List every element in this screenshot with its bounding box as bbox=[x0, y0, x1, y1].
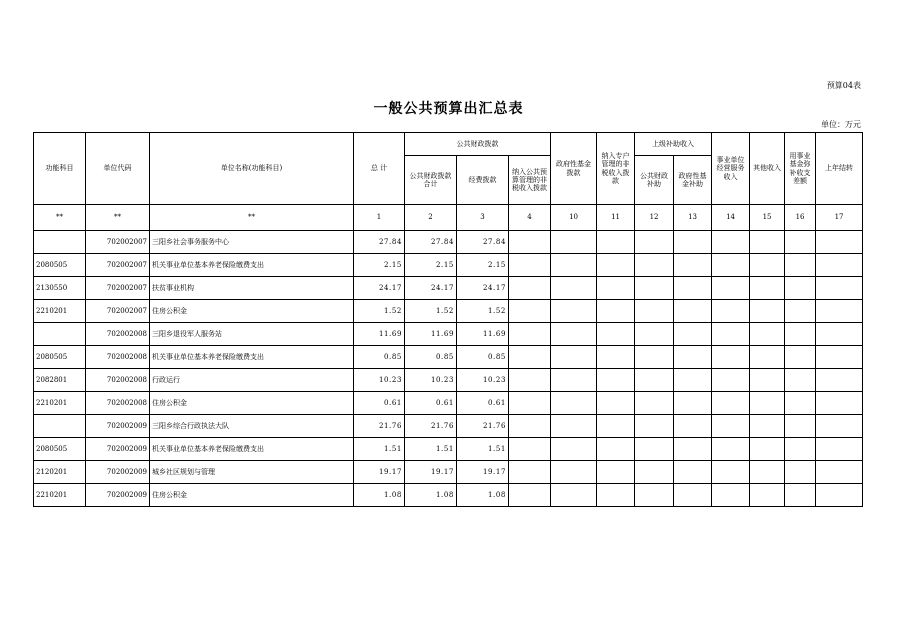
public-finance-subtotal-cell: 27.84 bbox=[405, 231, 457, 254]
budget-summary-table bbox=[33, 132, 863, 507]
header-prior-year: 上年结转 bbox=[816, 133, 863, 205]
unit-code-cell: 702002009 bbox=[86, 484, 150, 507]
operating-income-cell bbox=[712, 300, 750, 323]
header-func-subject: 功能科目 bbox=[34, 133, 86, 205]
gov-fund-subsidy-cell bbox=[674, 484, 712, 507]
header-unit-name: 单位名称(功能科目) bbox=[150, 133, 354, 205]
fund-offset-cell bbox=[785, 346, 816, 369]
unit-name-cell: 机关事业单位基本养老保险缴费支出 bbox=[150, 346, 354, 369]
gov-fund-cell bbox=[551, 438, 597, 461]
gov-fund-cell bbox=[551, 484, 597, 507]
header-public-finance-subsidy: 公共财政补助 bbox=[635, 156, 674, 205]
special-account-cell bbox=[597, 277, 635, 300]
operating-income-cell bbox=[712, 484, 750, 507]
table-row bbox=[34, 300, 863, 323]
unit-name-cell: 扶贫事业机构 bbox=[150, 277, 354, 300]
public-finance-subtotal-cell: 0.61 bbox=[405, 392, 457, 415]
prior-year-cell bbox=[816, 438, 863, 461]
gov-fund-subsidy-cell bbox=[674, 369, 712, 392]
public-finance-subsidy-cell bbox=[635, 461, 674, 484]
budget-managed-cell bbox=[509, 231, 551, 254]
operating-income-cell bbox=[712, 415, 750, 438]
gov-fund-cell bbox=[551, 277, 597, 300]
prior-year-cell bbox=[816, 300, 863, 323]
unit-code-cell: 702002008 bbox=[86, 392, 150, 415]
index-cell: 1 bbox=[354, 205, 405, 231]
public-finance-subtotal-cell: 19.17 bbox=[405, 461, 457, 484]
fund-offset-cell bbox=[785, 461, 816, 484]
unit-code-cell: 702002007 bbox=[86, 254, 150, 277]
operating-income-cell bbox=[712, 323, 750, 346]
fund-offset-cell bbox=[785, 415, 816, 438]
total-cell: 0.61 bbox=[354, 392, 405, 415]
index-cell: 16 bbox=[785, 205, 816, 231]
other-income-cell bbox=[750, 392, 785, 415]
operating-income-cell bbox=[712, 369, 750, 392]
special-account-cell bbox=[597, 438, 635, 461]
table-row bbox=[34, 277, 863, 300]
gov-fund-subsidy-cell bbox=[674, 415, 712, 438]
public-finance-subsidy-cell bbox=[635, 323, 674, 346]
funding-cell: 1.52 bbox=[457, 300, 509, 323]
table-row bbox=[34, 484, 863, 507]
index-cell: 12 bbox=[635, 205, 674, 231]
funding-cell: 1.51 bbox=[457, 438, 509, 461]
public-finance-subsidy-cell bbox=[635, 392, 674, 415]
table-row bbox=[34, 369, 863, 392]
total-cell: 21.76 bbox=[354, 415, 405, 438]
special-account-cell bbox=[597, 346, 635, 369]
prior-year-cell bbox=[816, 484, 863, 507]
index-cell: 15 bbox=[750, 205, 785, 231]
index-cell: 14 bbox=[712, 205, 750, 231]
func-code-cell: 2080505 bbox=[34, 346, 86, 369]
prior-year-cell bbox=[816, 369, 863, 392]
header-total: 总 计 bbox=[354, 133, 405, 205]
public-finance-subsidy-cell bbox=[635, 231, 674, 254]
header-operating-income: 事业单位经营服务收入 bbox=[712, 133, 750, 205]
total-cell: 10.23 bbox=[354, 369, 405, 392]
header-fund-offset: 用事业基金弥补收支差额 bbox=[785, 133, 816, 205]
unit-code-cell: 702002009 bbox=[86, 415, 150, 438]
unit-code-cell: 702002009 bbox=[86, 438, 150, 461]
header-public-finance: 公共财政拨款 bbox=[405, 133, 551, 156]
special-account-cell bbox=[597, 254, 635, 277]
special-account-cell bbox=[597, 484, 635, 507]
gov-fund-subsidy-cell bbox=[674, 277, 712, 300]
gov-fund-cell bbox=[551, 323, 597, 346]
total-cell: 1.08 bbox=[354, 484, 405, 507]
form-number: 预算04表 bbox=[826, 81, 861, 90]
fund-offset-cell bbox=[785, 484, 816, 507]
funding-cell: 24.17 bbox=[457, 277, 509, 300]
unit-code-cell: 702002008 bbox=[86, 323, 150, 346]
func-code-cell: 2080505 bbox=[34, 438, 86, 461]
unit-name-cell: 三阳乡社会事务服务中心 bbox=[150, 231, 354, 254]
index-cell: 2 bbox=[405, 205, 457, 231]
public-finance-subtotal-cell: 0.85 bbox=[405, 346, 457, 369]
index-cell: 13 bbox=[674, 205, 712, 231]
index-cell: 11 bbox=[597, 205, 635, 231]
unit-name-cell: 行政运行 bbox=[150, 369, 354, 392]
funding-cell: 21.76 bbox=[457, 415, 509, 438]
header-gov-fund-subsidy: 政府性基金补助 bbox=[674, 156, 712, 205]
func-code-cell: 2080505 bbox=[34, 254, 86, 277]
operating-income-cell bbox=[712, 438, 750, 461]
func-code-cell bbox=[34, 231, 86, 254]
gov-fund-cell bbox=[551, 369, 597, 392]
header-special-account: 纳入专户管理的非税收入拨款 bbox=[597, 133, 635, 205]
prior-year-cell bbox=[816, 461, 863, 484]
fund-offset-cell bbox=[785, 438, 816, 461]
other-income-cell bbox=[750, 461, 785, 484]
operating-income-cell bbox=[712, 231, 750, 254]
operating-income-cell bbox=[712, 346, 750, 369]
public-finance-subtotal-cell: 1.51 bbox=[405, 438, 457, 461]
other-income-cell bbox=[750, 415, 785, 438]
gov-fund-cell bbox=[551, 346, 597, 369]
budget-managed-cell bbox=[509, 392, 551, 415]
fund-offset-cell bbox=[785, 392, 816, 415]
index-cell: ** bbox=[86, 205, 150, 231]
header-gov-fund: 政府性基金拨款 bbox=[551, 133, 597, 205]
budget-managed-cell bbox=[509, 254, 551, 277]
gov-fund-subsidy-cell bbox=[674, 438, 712, 461]
gov-fund-cell bbox=[551, 415, 597, 438]
header-budget-managed: 纳入公共预算管理的非税收入拨款 bbox=[509, 156, 551, 205]
index-cell: ** bbox=[150, 205, 354, 231]
table-row bbox=[34, 415, 863, 438]
gov-fund-subsidy-cell bbox=[674, 254, 712, 277]
unit-code-cell: 702002007 bbox=[86, 300, 150, 323]
budget-managed-cell bbox=[509, 277, 551, 300]
budget-managed-cell bbox=[509, 369, 551, 392]
gov-fund-subsidy-cell bbox=[674, 346, 712, 369]
funding-cell: 11.69 bbox=[457, 323, 509, 346]
header-row-1 bbox=[34, 133, 863, 156]
funding-cell: 1.08 bbox=[457, 484, 509, 507]
other-income-cell bbox=[750, 231, 785, 254]
fund-offset-cell bbox=[785, 254, 816, 277]
public-finance-subsidy-cell bbox=[635, 254, 674, 277]
header-public-finance-subtotal: 公共财政拨款合计 bbox=[405, 156, 457, 205]
special-account-cell bbox=[597, 300, 635, 323]
funding-cell: 27.84 bbox=[457, 231, 509, 254]
gov-fund-subsidy-cell bbox=[674, 461, 712, 484]
total-cell: 24.17 bbox=[354, 277, 405, 300]
public-finance-subsidy-cell bbox=[635, 438, 674, 461]
unit-name-cell: 三阳乡退役军人服务站 bbox=[150, 323, 354, 346]
fund-offset-cell bbox=[785, 300, 816, 323]
func-code-cell: 2210201 bbox=[34, 484, 86, 507]
table-row bbox=[34, 392, 863, 415]
fund-offset-cell bbox=[785, 323, 816, 346]
unit-code-cell: 702002007 bbox=[86, 231, 150, 254]
special-account-cell bbox=[597, 461, 635, 484]
gov-fund-subsidy-cell bbox=[674, 231, 712, 254]
gov-fund-cell bbox=[551, 231, 597, 254]
header-funding: 经费拨款 bbox=[457, 156, 509, 205]
func-code-cell: 2120201 bbox=[34, 461, 86, 484]
public-finance-subtotal-cell: 1.52 bbox=[405, 300, 457, 323]
public-finance-subsidy-cell bbox=[635, 277, 674, 300]
funding-cell: 0.85 bbox=[457, 346, 509, 369]
unit-code-cell: 702002009 bbox=[86, 461, 150, 484]
gov-fund-cell bbox=[551, 461, 597, 484]
budget-managed-cell bbox=[509, 438, 551, 461]
other-income-cell bbox=[750, 438, 785, 461]
header-superior-subsidy: 上级补助收入 bbox=[635, 133, 712, 156]
funding-cell: 2.15 bbox=[457, 254, 509, 277]
budget-managed-cell bbox=[509, 323, 551, 346]
table-body bbox=[34, 231, 863, 507]
func-code-cell: 2210201 bbox=[34, 300, 86, 323]
func-code-cell bbox=[34, 323, 86, 346]
public-finance-subtotal-cell: 2.15 bbox=[405, 254, 457, 277]
total-cell: 2.15 bbox=[354, 254, 405, 277]
public-finance-subtotal-cell: 10.23 bbox=[405, 369, 457, 392]
gov-fund-subsidy-cell bbox=[674, 300, 712, 323]
public-finance-subtotal-cell: 1.08 bbox=[405, 484, 457, 507]
funding-cell: 0.61 bbox=[457, 392, 509, 415]
unit-name-cell: 三阳乡综合行政执法大队 bbox=[150, 415, 354, 438]
prior-year-cell bbox=[816, 277, 863, 300]
gov-fund-cell bbox=[551, 392, 597, 415]
unit-name-cell: 住房公积金 bbox=[150, 392, 354, 415]
public-finance-subsidy-cell bbox=[635, 346, 674, 369]
prior-year-cell bbox=[816, 323, 863, 346]
table-row bbox=[34, 231, 863, 254]
operating-income-cell bbox=[712, 254, 750, 277]
unit-code-cell: 702002008 bbox=[86, 369, 150, 392]
header-other-income: 其他收入 bbox=[750, 133, 785, 205]
gov-fund-subsidy-cell bbox=[674, 392, 712, 415]
public-finance-subsidy-cell bbox=[635, 300, 674, 323]
public-finance-subsidy-cell bbox=[635, 369, 674, 392]
index-cell: 4 bbox=[509, 205, 551, 231]
prior-year-cell bbox=[816, 346, 863, 369]
func-code-cell: 2082801 bbox=[34, 369, 86, 392]
total-cell: 11.69 bbox=[354, 323, 405, 346]
prior-year-cell bbox=[816, 231, 863, 254]
func-code-cell: 2210201 bbox=[34, 392, 86, 415]
unit-code-cell: 702002008 bbox=[86, 346, 150, 369]
operating-income-cell bbox=[712, 461, 750, 484]
prior-year-cell bbox=[816, 415, 863, 438]
table-row bbox=[34, 254, 863, 277]
unit-code-cell: 702002007 bbox=[86, 277, 150, 300]
index-cell: ** bbox=[34, 205, 86, 231]
header-unit-code: 单位代码 bbox=[86, 133, 150, 205]
other-income-cell bbox=[750, 323, 785, 346]
unit-name-cell: 机关事业单位基本养老保险缴费支出 bbox=[150, 438, 354, 461]
fund-offset-cell bbox=[785, 369, 816, 392]
operating-income-cell bbox=[712, 277, 750, 300]
fund-offset-cell bbox=[785, 231, 816, 254]
table-row bbox=[34, 346, 863, 369]
total-cell: 27.84 bbox=[354, 231, 405, 254]
budget-managed-cell bbox=[509, 484, 551, 507]
index-cell: 3 bbox=[457, 205, 509, 231]
gov-fund-cell bbox=[551, 254, 597, 277]
prior-year-cell bbox=[816, 392, 863, 415]
operating-income-cell bbox=[712, 392, 750, 415]
page-title: 一般公共预算出汇总表 bbox=[373, 101, 524, 117]
public-finance-subtotal-cell: 24.17 bbox=[405, 277, 457, 300]
budget-managed-cell bbox=[509, 300, 551, 323]
index-row bbox=[34, 205, 863, 231]
index-cell: 17 bbox=[816, 205, 863, 231]
special-account-cell bbox=[597, 415, 635, 438]
other-income-cell bbox=[750, 277, 785, 300]
other-income-cell bbox=[750, 346, 785, 369]
other-income-cell bbox=[750, 369, 785, 392]
special-account-cell bbox=[597, 323, 635, 346]
table-row bbox=[34, 461, 863, 484]
funding-cell: 10.23 bbox=[457, 369, 509, 392]
special-account-cell bbox=[597, 369, 635, 392]
special-account-cell bbox=[597, 231, 635, 254]
budget-managed-cell bbox=[509, 461, 551, 484]
unit-name-cell: 住房公积金 bbox=[150, 300, 354, 323]
unit-name-cell: 城乡社区规划与管理 bbox=[150, 461, 354, 484]
total-cell: 19.17 bbox=[354, 461, 405, 484]
total-cell: 0.85 bbox=[354, 346, 405, 369]
budget-managed-cell bbox=[509, 346, 551, 369]
special-account-cell bbox=[597, 392, 635, 415]
other-income-cell bbox=[750, 254, 785, 277]
public-finance-subsidy-cell bbox=[635, 484, 674, 507]
total-cell: 1.52 bbox=[354, 300, 405, 323]
table-row bbox=[34, 323, 863, 346]
budget-managed-cell bbox=[509, 415, 551, 438]
gov-fund-subsidy-cell bbox=[674, 323, 712, 346]
other-income-cell bbox=[750, 484, 785, 507]
index-cell: 10 bbox=[551, 205, 597, 231]
unit-name-cell: 住房公积金 bbox=[150, 484, 354, 507]
prior-year-cell bbox=[816, 254, 863, 277]
table-row bbox=[34, 438, 863, 461]
unit-name-cell: 机关事业单位基本养老保险缴费支出 bbox=[150, 254, 354, 277]
func-code-cell bbox=[34, 415, 86, 438]
total-cell: 1.51 bbox=[354, 438, 405, 461]
other-income-cell bbox=[750, 300, 785, 323]
fund-offset-cell bbox=[785, 277, 816, 300]
func-code-cell: 2130550 bbox=[34, 277, 86, 300]
funding-cell: 19.17 bbox=[457, 461, 509, 484]
public-finance-subsidy-cell bbox=[635, 415, 674, 438]
gov-fund-cell bbox=[551, 300, 597, 323]
public-finance-subtotal-cell: 21.76 bbox=[405, 415, 457, 438]
unit-label: 单位：万元 bbox=[821, 120, 861, 129]
public-finance-subtotal-cell: 11.69 bbox=[405, 323, 457, 346]
